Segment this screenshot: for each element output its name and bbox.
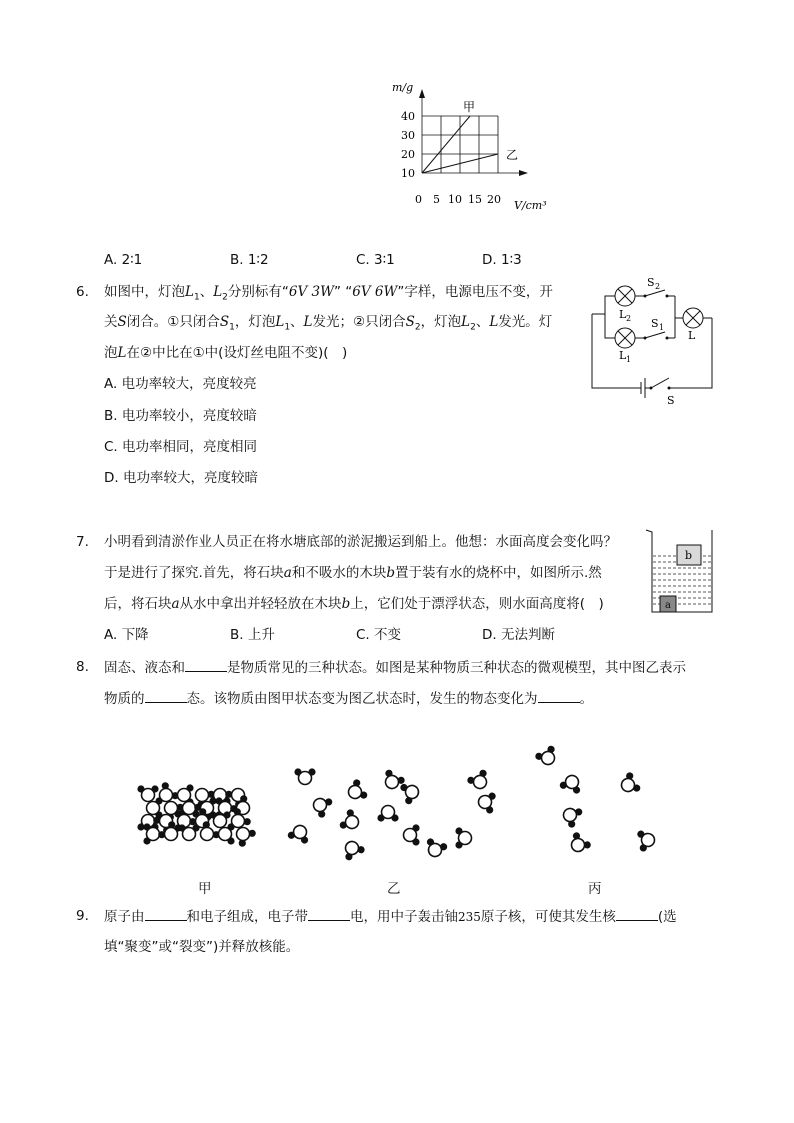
label-l2: L xyxy=(619,308,627,321)
q8-blank-2[interactable] xyxy=(145,688,187,703)
series-label-jia: 甲 xyxy=(463,100,476,114)
q5-option-c[interactable]: C. 3∶1 xyxy=(356,252,395,268)
q9-number: 9. xyxy=(76,908,89,924)
q9-blank-1[interactable] xyxy=(145,906,187,921)
q7-line-3: 后，将石块a从水中拿出并轻轻放在木块b上，它们处于漂浮状态，则水面高度将( ) xyxy=(104,596,604,612)
x-tick-10: 10 xyxy=(448,193,462,206)
q9-line-2: 填“聚变”或“裂变”)并释放核能。 xyxy=(104,939,300,955)
q7-line-2: 于是进行了探究.首先，将石块a和不吸水的木块b置于装有水的烧杯中，如图所示.然 xyxy=(104,565,602,581)
molecule-liquid-3 xyxy=(344,778,369,804)
stone-a-label: a xyxy=(665,600,671,611)
q8-number: 8. xyxy=(76,659,89,675)
x-tick-20: 20 xyxy=(487,193,501,206)
x-tick-5: 5 xyxy=(433,193,440,206)
label-s1: S xyxy=(651,317,659,330)
label-l1-sub: 1 xyxy=(626,355,632,364)
q8-blank-1[interactable] xyxy=(185,657,227,672)
molecule-models xyxy=(130,740,670,870)
mass-volume-graph xyxy=(390,75,560,215)
q5-option-d[interactable]: D. 1∶3 xyxy=(482,252,522,268)
molecule-liquid-6 xyxy=(377,806,398,822)
x-tick-0: 0 xyxy=(415,193,422,206)
molecule-liquid-9 xyxy=(340,837,366,862)
q8-line-1: 固态、液态和 是物质常见的三种状态。如图是某种物质三种状态的微观模型，其中图乙表示 xyxy=(104,657,686,678)
q5-option-b[interactable]: B. 1∶2 xyxy=(230,252,269,268)
series-label-yi: 乙 xyxy=(506,148,519,162)
molecule-liquid-8 xyxy=(404,824,420,845)
x-tick-15: 15 xyxy=(468,193,482,206)
molecule-gas-1 xyxy=(559,772,584,794)
q6-number: 6. xyxy=(76,284,89,300)
molecule-liquid-2 xyxy=(287,822,312,844)
block-b-label: b xyxy=(685,549,693,562)
q7-number: 7. xyxy=(76,534,89,550)
q8-line-2: 物质的 态。该物质由图甲状态变为图乙状态时，发生的物态变化为 。 xyxy=(104,688,593,709)
molecule-solid-20 xyxy=(178,824,199,840)
label-l2-sub: 2 xyxy=(626,314,632,323)
q7-line-1: 小明看到清淤作业人员正在将水塘底部的淤泥搬运到船上。他想：水面高度会变化吗？ xyxy=(104,534,617,550)
q7-option-d[interactable]: D. 无法判断 xyxy=(482,627,555,643)
x-axis-label: V/cm³ xyxy=(514,199,547,212)
y-tick-20: 20 xyxy=(401,148,415,161)
beaker-diagram xyxy=(644,526,720,616)
molecule-solid-0 xyxy=(137,785,158,801)
q5-option-a[interactable]: A. 2∶1 xyxy=(104,252,143,268)
molecule-liquid-12 xyxy=(466,768,492,793)
molecule-liquid-13 xyxy=(477,790,497,814)
molecule-liquid-4 xyxy=(338,808,363,834)
label-l1: L xyxy=(619,349,627,362)
q8-blank-3[interactable] xyxy=(538,688,580,703)
q6-option-a[interactable]: A. 电功率较大，亮度较亮 xyxy=(104,376,257,392)
q6-option-d[interactable]: D. 电功率较大，亮度较暗 xyxy=(104,470,258,486)
q7-option-a[interactable]: A. 下降 xyxy=(104,627,149,643)
molecule-gas-2 xyxy=(559,803,584,829)
molecule-gas-0 xyxy=(534,744,560,769)
q6-line-2: 关S闭合。①只闭合$S_1$，灯泡$L_1$、L发光；②只闭合$S_2$，灯泡$L_2$、L发光。灯 xyxy=(104,314,553,333)
molecule-gas-3 xyxy=(617,771,642,797)
molecule-liquid-7 xyxy=(399,780,421,805)
q6-line-3: 泡L在②中比在①中(设灯丝电阻不变)( ) xyxy=(104,345,348,361)
label-jia: 甲 xyxy=(198,881,212,897)
molecule-gas-5 xyxy=(637,828,657,852)
label-l: L xyxy=(688,329,696,342)
q6-line-1: 如图中，灯泡$L_1$、$L_2$分别标有“6V 3W” “6V 6W”字样，电源电压不变，开 xyxy=(104,284,553,303)
label-s1-sub: 1 xyxy=(659,323,665,332)
q9-blank-2[interactable] xyxy=(308,906,350,921)
molecule-liquid-1 xyxy=(309,793,334,819)
q9-line-1: 原子由 和电子组成，电子带 电，用中子轰击铀235原子核，可使其发生核 (选 xyxy=(104,906,677,927)
q6-option-c[interactable]: C. 电功率相同，亮度相同 xyxy=(104,439,258,455)
label-yi: 乙 xyxy=(387,881,401,897)
q7-option-c[interactable]: C. 不变 xyxy=(356,627,402,643)
q6-option-b[interactable]: B. 电功率较小，亮度较暗 xyxy=(104,408,257,424)
molecule-liquid-11 xyxy=(455,827,471,848)
y-tick-40: 40 xyxy=(401,110,415,123)
label-bing: 丙 xyxy=(588,881,602,897)
y-axis-label: m/g xyxy=(392,81,414,94)
q7-option-b[interactable]: B. 上升 xyxy=(230,627,275,643)
y-tick-10: 10 xyxy=(401,167,415,180)
y-tick-30: 30 xyxy=(401,129,415,142)
label-s2: S xyxy=(647,276,655,289)
molecule-liquid-10 xyxy=(423,837,448,859)
label-s: S xyxy=(667,394,675,407)
molecule-liquid-0 xyxy=(294,768,315,784)
circuit-diagram xyxy=(585,272,720,407)
label-s2-sub: 2 xyxy=(655,282,661,291)
molecule-gas-4 xyxy=(566,831,593,857)
molecule-solid-16 xyxy=(209,811,230,827)
q9-blank-3[interactable] xyxy=(616,906,658,921)
